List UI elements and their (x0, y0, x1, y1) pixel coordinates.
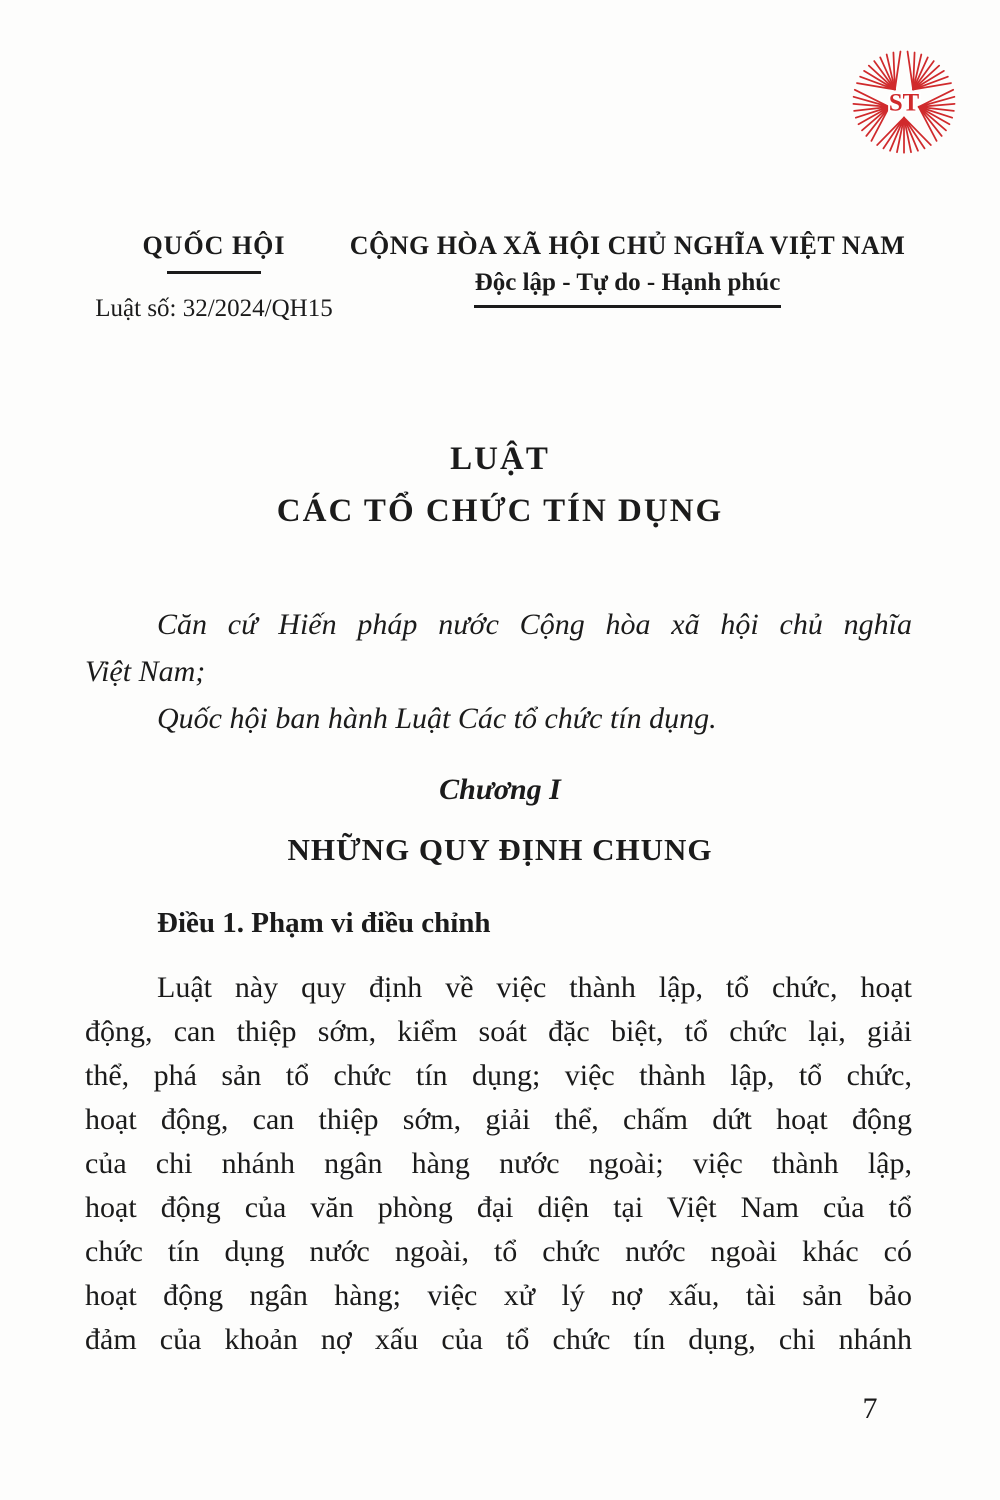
star-burst-icon (842, 38, 966, 162)
body-line: hoạt động, can thiệp sớm, giải thể, chấm dứt hoạt động (85, 1103, 912, 1136)
article-body (85, 966, 912, 1362)
chapter-block (0, 772, 1000, 868)
title-line-2: CÁC TỔ CHỨC TÍN DỤNG (276, 493, 724, 529)
body-line: của chi nhánh ngân hàng nước ngoài; việc thành lập, (85, 1147, 912, 1180)
motto-line: Độc lập - Tự do - Hạnh phúc (474, 269, 781, 296)
page-number: 7 (862, 1392, 878, 1425)
law-number: Luật số: 32/2024/QH15 (95, 295, 333, 322)
document-header (85, 230, 912, 324)
preamble-line: Quốc hội ban hành Luật Các tổ chức tín dụng. (157, 702, 717, 735)
title-line-1: LUẬT (450, 441, 550, 477)
preamble-line: Căn cứ Hiến pháp nước Cộng hòa xã hội chủ nghĩa (157, 608, 912, 641)
preamble (85, 601, 912, 742)
issuing-body-rule (167, 271, 261, 274)
chapter-heading: NHỮNG QUY ĐỊNH CHUNG (287, 832, 713, 867)
body-line: hoạt động của văn phòng đại diện tại Việt Nam của tổ (85, 1191, 912, 1224)
chapter-number: Chương I (439, 773, 561, 806)
body-line: chức tín dụng nước ngoài, tổ chức nước ngoài khác có (85, 1235, 912, 1268)
body-line: thể, phá sản tổ chức tín dụng; việc thành lập, tổ chức, (85, 1059, 912, 1092)
issuing-body: QUỐC HỘI (142, 231, 286, 260)
header-left-column (85, 230, 343, 324)
header-right-column (343, 230, 912, 324)
document-title (0, 440, 1000, 530)
publisher-star-logo (842, 38, 966, 162)
logo-monogram: ST (888, 89, 920, 117)
preamble-line: Việt Nam; (85, 655, 206, 688)
body-line: hoạt động ngân hàng; việc xử lý nợ xấu, tài sản bảo (85, 1279, 912, 1312)
body-line: Luật này quy định về việc thành lập, tổ chức, hoạt (157, 971, 912, 1004)
body-line: động, can thiệp sớm, kiểm soát đặc biệt, tổ chức lại, giải (85, 1015, 912, 1048)
motto-rule (474, 305, 781, 308)
article-heading: Điều 1. Phạm vi điều chỉnh (157, 907, 491, 939)
country-line: CỘNG HÒA XÃ HỘI CHỦ NGHĨA VIỆT NAM (349, 231, 906, 260)
body-line: đảm của khoản nợ xấu của tổ chức tín dụng, chi nhánh (85, 1323, 912, 1356)
